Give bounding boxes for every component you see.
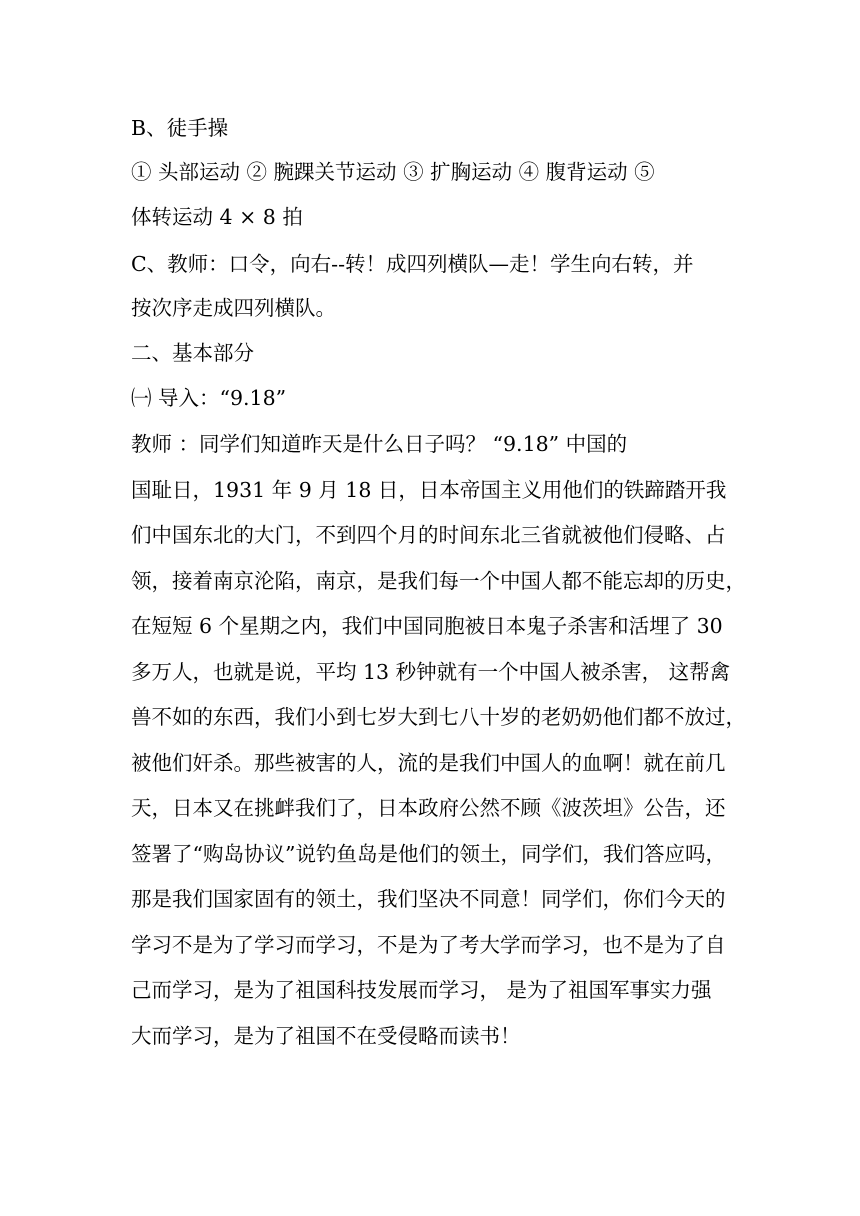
paragraph-line: 们中国东北的大门，不到四个月的时间东北三省就被他们侵略、占 — [131, 523, 726, 547]
paragraph-line: 国耻日，1931 年 9 月 18 日，日本帝国主义用他们的铁蹄踏开我 — [131, 478, 727, 502]
paragraph-line: 领，接着南京沦陷，南京，是我们每一个中国人都不能忘却的历史， — [131, 569, 746, 593]
paragraph-line: 兽不如的东西，我们小到七岁大到七八十岁的老奶奶他们都不放过， — [131, 705, 746, 729]
text-line: B、徒手操 — [131, 116, 229, 140]
paragraph-line: 教师 ：同学们知道昨天是什么日子吗？ “9.18” 中国的 — [131, 432, 628, 456]
paragraph-line: 签署了“购岛协议”说钓鱼岛是他们的领土，同学们，我们答应吗， — [131, 842, 726, 866]
text-line: 体转运动 4 × 8 拍 — [131, 205, 303, 229]
paragraph-line: 己而学习，是为了祖国科技发展而学习， 是为了祖国军事实力强 — [131, 978, 712, 1002]
paragraph-line: 在短短 6 个星期之内，我们中国同胞被日本鬼子杀害和活埋了 30 — [131, 614, 723, 638]
paragraph-line: 多万人，也就是说，平均 13 秒钟就有一个中国人被杀害， 这帮禽 — [131, 660, 731, 684]
paragraph-line: 被他们奸杀。那些被害的人，流的是我们中国人的血啊！就在前几 — [131, 751, 726, 775]
subsection-heading: ㈠ 导入：“9.18” — [131, 386, 287, 410]
text-line: 按次序走成四列横队。 — [131, 296, 336, 320]
paragraph-line: 天，日本又在挑衅我们了，日本政府公然不顾《波茨坦》公告，还 — [131, 796, 726, 820]
text-line: C、教师：口令，向右--转！成四列横队—走！学生向右转，并 — [131, 252, 694, 276]
section-heading: 二、基本部分 — [131, 341, 254, 365]
paragraph-line: 那是我们国家固有的领土，我们坚决不同意！同学们，你们今天的 — [131, 887, 726, 911]
paragraph-line: 大而学习，是为了祖国不在受侵略而读书！ — [131, 1024, 521, 1048]
text-line: ① 头部运动 ② 腕踝关节运动 ③ 扩胸运动 ④ 腹背运动 ⑤ — [131, 160, 655, 184]
paragraph-line: 学习不是为了学习而学习，不是为了考大学而学习，也不是为了自 — [131, 933, 726, 957]
